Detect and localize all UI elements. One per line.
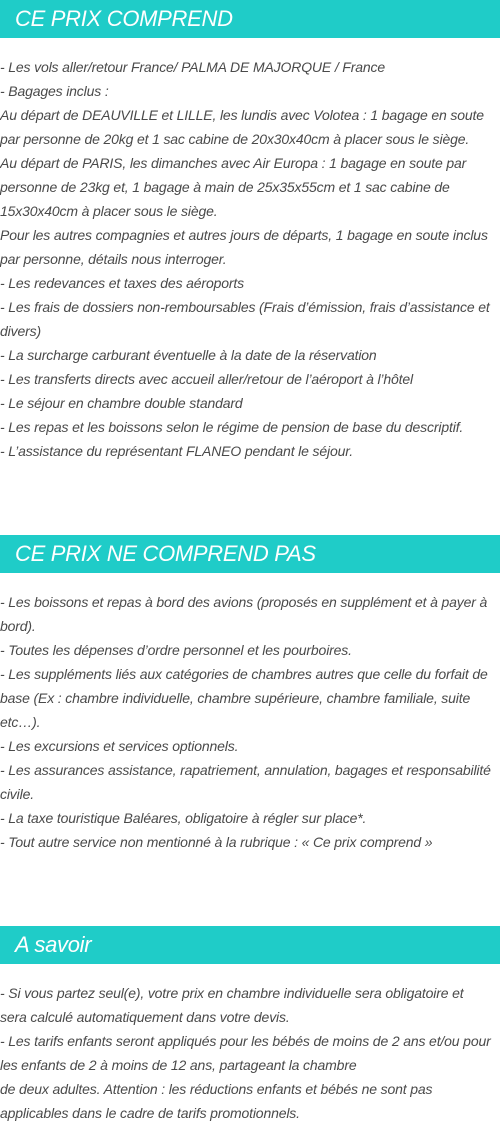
text-line: Pour les autres compagnies et autres jours de départs, 1 bagage en soute inclus — [0, 227, 488, 243]
text-line: - Si vous partez seul(e), votre prix en chambre individuelle sera obligatoire et — [0, 985, 464, 1001]
text-line: - Toutes les dépenses d’ordre personnel et les pourboires. — [0, 642, 352, 658]
text-line: par personne, détails nous interroger. — [0, 251, 227, 267]
text-line: Au départ de PARIS, les dimanches avec Air Europa : 1 bagage en soute par — [0, 155, 467, 171]
text-line: base (Ex : chambre individuelle, chambre supérieure, chambre familiale, suite — [0, 690, 471, 706]
text-line: - Les frais de dossiers non-remboursables (Frais d’émission, frais d’assistance et — [0, 299, 490, 315]
section-text — [0, 981, 500, 1125]
text-line: - Le séjour en chambre double standard — [0, 395, 243, 411]
text-line: - Bagages inclus : — [0, 83, 109, 99]
text-line: divers) — [0, 323, 41, 339]
text-line: Au départ de DEAUVILLE et LILLE, les lundis avec Volotea : 1 bagage en soute — [0, 107, 484, 123]
text-line: - Les suppléments liés aux catégories de chambres autres que celle du forfait de — [0, 666, 488, 682]
text-line: - Les tarifs enfants seront appliqués pour les bébés de moins de 2 ans et/ou pour — [0, 1033, 491, 1049]
section-title: CE PRIX COMPREND — [15, 6, 233, 31]
text-line: - Les boissons et repas à bord des avions (proposés en supplément et à payer à — [0, 594, 488, 610]
text-line: bord). — [0, 618, 36, 634]
text-line: - Les transferts directs avec accueil aller/retour de l’aéroport à l’hôtel — [0, 371, 413, 387]
text-line: - Les repas et les boissons selon le régime de pension de base du descriptif. — [0, 419, 464, 435]
text-line: - La taxe touristique Baléares, obligatoire à régler sur place*. — [0, 810, 367, 826]
text-line: par personne de 20kg et 1 sac cabine de 20x30x40cm à placer sous le siège. — [0, 131, 470, 147]
text-line: - La surcharge carburant éventuelle à la date de la réservation — [0, 347, 377, 363]
text-line: les enfants de 2 à moins de 12 ans, partageant la chambre — [0, 1057, 357, 1073]
text-line: - Les excursions et services optionnels. — [0, 738, 239, 754]
text-line: - Les assurances assistance, rapatriement, annulation, bagages et responsabilité — [0, 762, 491, 778]
section-a-savoir — [0, 926, 500, 1125]
text-line: civile. — [0, 786, 34, 802]
section-ce-prix-ne-comprend-pas — [0, 535, 500, 854]
text-line: etc…). — [0, 714, 41, 730]
section-title: A savoir — [15, 932, 92, 957]
section-banner — [0, 926, 500, 964]
text-line: de deux adultes. Attention : les réductions enfants et bébés ne sont pas — [0, 1081, 433, 1097]
text-line: - Tout autre service non mentionné à la rubrique : « Ce prix comprend » — [0, 834, 433, 850]
section-title: CE PRIX NE COMPREND PAS — [15, 541, 316, 566]
text-line: applicables dans le cadre de tarifs promotionnels. — [0, 1105, 300, 1121]
text-line: sera calculé automatiquement dans votre devis. — [0, 1009, 290, 1025]
section-ce-prix-comprend — [0, 0, 500, 463]
text-line: - Les vols aller/retour France/ PALMA DE MAJORQUE / France — [0, 59, 385, 75]
section-text — [0, 590, 500, 854]
text-line: personne de 23kg et, 1 bagage à main de 25x35x55cm et 1 sac cabine de — [0, 179, 450, 195]
text-line: - L’assistance du représentant FLANEO pendant le séjour. — [0, 443, 353, 459]
section-banner — [0, 535, 500, 573]
text-line: 15x30x40cm à placer sous le siège. — [0, 203, 218, 219]
section-banner — [0, 0, 500, 38]
text-line: - Les redevances et taxes des aéroports — [0, 275, 244, 291]
section-text — [0, 55, 500, 463]
